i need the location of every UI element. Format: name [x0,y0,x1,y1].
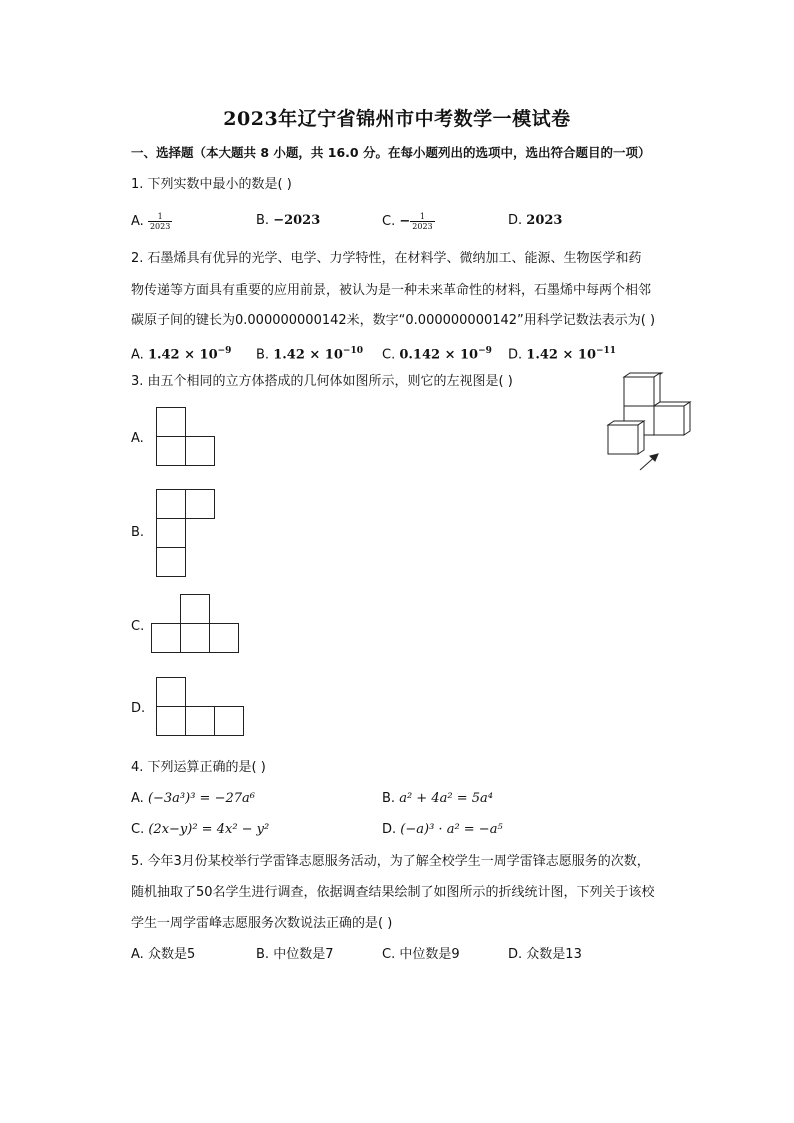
q5-stem-line3: 学生一周学雷峰志愿服务次数说法正确的是( ) [131,916,393,931]
q3-option-b-label[interactable]: B. [131,525,145,540]
q2-option-c[interactable] [382,342,492,364]
option-label: B. [382,791,396,806]
option-text: 众数是13 [526,947,582,962]
option-value: 1.42 × 10 [273,347,343,363]
cube-figure [600,370,695,475]
q3-stem: 3. 由五个相同的立方体搭成的几何体如图所示，则它的左视图是( ) [131,374,513,389]
option-label: B. [256,947,270,962]
option-value: 2023 [526,213,563,228]
q2-option-b[interactable] [256,342,363,364]
q3-option-c-figure[interactable] [150,593,244,659]
section-heading: 一、选择题（本大题共 8 小题，共 16.0 分。在每小题列出的选项中，选出符合题目的一项） [131,145,651,160]
q5-option-c[interactable] [382,946,460,964]
exponent: −9 [217,346,232,356]
q2-stem-line1: 2. 石墨烯具有优异的光学、电学、力学特性，在材料学、微纳加工、能源、生物医学和药 [131,251,642,266]
exam-title: 2023年辽宁省锦州市中考数学一模试卷 [223,108,571,130]
option-label: A. [131,347,144,363]
q1-option-c[interactable] [382,212,435,231]
option-text: 众数是5 [147,947,196,962]
q4-option-b[interactable] [382,790,493,808]
option-label: A. [131,947,144,962]
q1-option-a[interactable] [131,212,172,231]
option-label: C. [382,347,396,363]
q2-option-d[interactable] [508,342,616,364]
q4-option-a[interactable] [131,790,255,808]
option-value: −2023 [273,213,321,228]
minus-sign: − [399,214,411,229]
exponent: −10 [342,346,363,356]
option-label: D. [508,347,523,363]
option-label: C. [131,822,145,837]
q5-option-d[interactable] [508,946,582,964]
q2-stem-line2: 物传递等方面具有重要的应用前景，被认为是一种未来革命性的材料，石墨烯中每两个相邻 [131,283,652,298]
q1-stem: 1. 下列实数中最小的数是( ) [131,177,292,192]
exponent: −11 [596,346,617,356]
option-label: A. [131,214,144,229]
fraction: $\frac{1}{2023}$ [149,212,171,231]
q1-option-b[interactable] [256,212,320,230]
q3-option-c-label[interactable]: C. [131,619,145,634]
option-expression: a² + 4a² = 5a⁴ [399,791,493,806]
option-label: D. [508,947,523,962]
q3-option-d-figure[interactable] [155,676,249,742]
q5-option-b[interactable] [256,946,333,964]
q4-option-d[interactable] [382,821,503,839]
option-value: 1.42 × 10 [526,347,596,363]
option-expression: (−3a³)³ = −27a⁶ [147,791,255,806]
q2-option-a[interactable] [131,342,231,364]
q4-option-c[interactable] [131,821,269,839]
option-label: C. [382,947,396,962]
option-expression: (−a)³ · a² = −a⁵ [400,822,503,837]
fraction: $\frac{1}{2023}$ [412,212,433,231]
exponent: −9 [478,346,492,356]
option-value: 1.42 × 10 [147,347,218,363]
option-value: 0.142 × 10 [399,347,479,363]
option-label: D. [382,822,397,837]
option-label: D. [508,213,523,228]
q3-option-a-label[interactable]: A. [131,431,144,446]
q4-stem: 4. 下列运算正确的是( ) [131,760,266,775]
option-label: A. [131,791,144,806]
q2-stem-line3: 碳原子间的键长为0.000000000142米，数字“0.000000000142”用科学记数法表示为( ) [131,313,656,328]
q3-option-a-figure[interactable] [155,405,219,471]
q5-stem-line1: 5. 今年3月份某校举行学雷锋志愿服务活动，为了解全校学生一周学雷锋志愿服务的次数， [131,854,650,869]
option-text: 中位数是9 [399,947,460,962]
q1-option-d[interactable] [508,212,562,230]
option-text: 中位数是7 [273,947,334,962]
q3-option-b-figure[interactable] [155,487,219,581]
q5-option-a[interactable] [131,946,195,964]
option-label: B. [256,213,270,228]
option-label: B. [256,347,270,363]
q3-option-d-label[interactable]: D. [131,701,146,716]
option-label: C. [382,214,396,229]
option-expression: (2x−y)² = 4x² − y² [148,822,270,837]
q5-stem-line2: 随机抽取了50名学生进行调查，依据调查结果绘制了如图所示的折线统计图，下列关于该校 [131,885,655,900]
